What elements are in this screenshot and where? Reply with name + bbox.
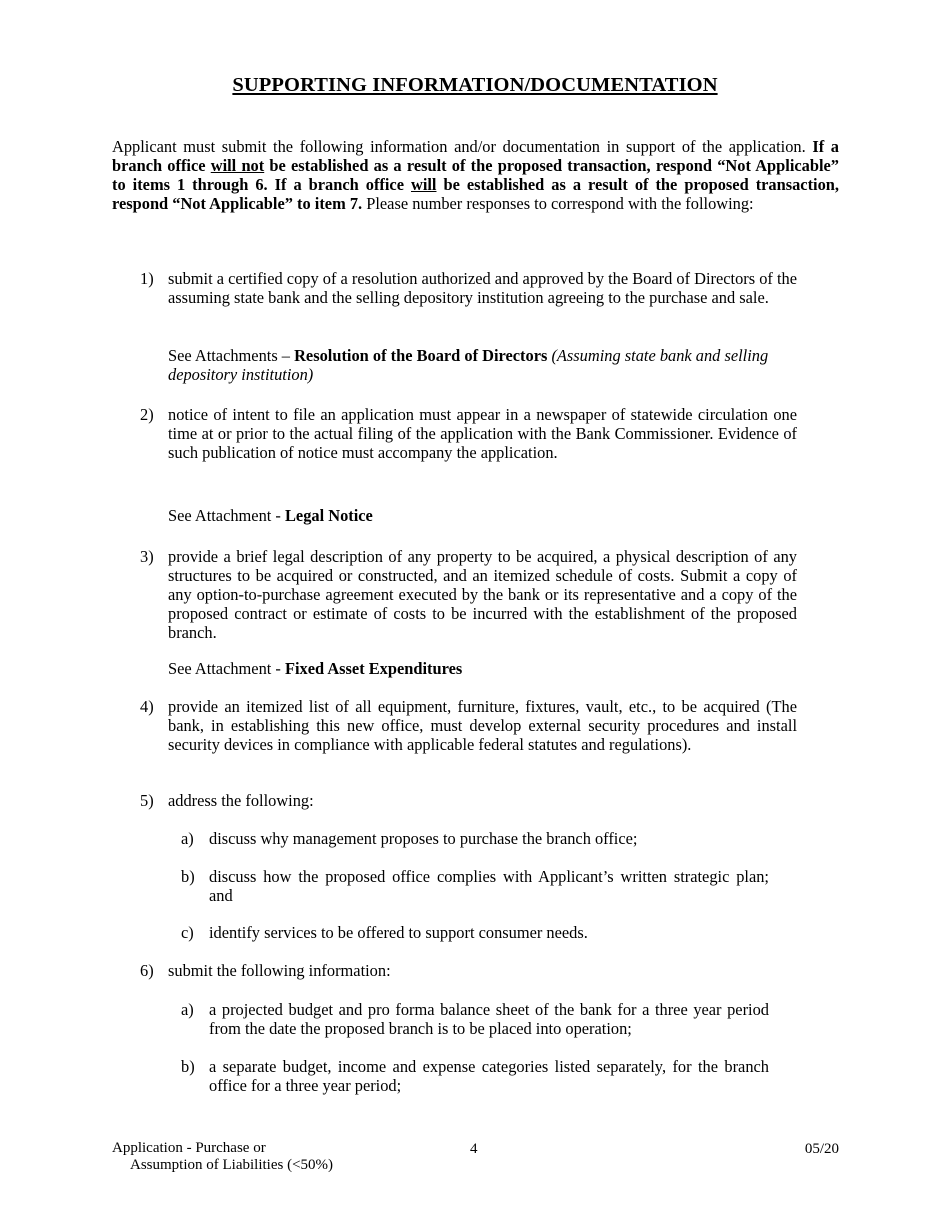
item-number: 3) xyxy=(140,547,154,566)
item-number: 2) xyxy=(140,405,154,424)
list-item-6 xyxy=(140,961,797,980)
intro-underline-will: will xyxy=(410,175,437,194)
item-text: submit a certified copy of a resolution authorized and approved by the Board of Directors of the assuming state bank and the selling depository institution agreeing to the purchase and sale. xyxy=(168,269,798,307)
sub-item-text: a projected budget and pro forma balance sheet of the bank for a three year period from the date the proposed branch is to be placed into operation; xyxy=(209,1000,769,1038)
sub-item-text: discuss how the proposed office complies with Applicant’s written strategic plan; and xyxy=(209,867,769,905)
intro-text-1: Applicant must submit the following information and/or documentation in support of the application. xyxy=(112,137,813,156)
intro-paragraph xyxy=(112,137,839,213)
see-attachment-1 xyxy=(168,346,798,384)
list-item-2 xyxy=(140,405,797,462)
item-number: 1) xyxy=(140,269,154,288)
see-prefix: See Attachment - xyxy=(168,506,285,525)
list-item-5 xyxy=(140,791,797,810)
intro-underline-will-not: will not xyxy=(210,156,265,175)
revision-date: 05/20 xyxy=(804,1141,839,1157)
sub-item-6a xyxy=(181,1000,769,1038)
attachment-title: Fixed Asset Expenditures xyxy=(284,659,463,678)
see-attachment-3 xyxy=(168,659,798,678)
item-number: 5) xyxy=(140,791,154,810)
attachment-note: (Assuming state bank and selling depository institution) xyxy=(168,346,769,384)
item-text: provide a brief legal description of any property to be acquired, a physical description of any structures to be acquired or constructed, and an itemized schedule of costs. Submit a copy of any option-to-purchase agreement executed by the bank or its representative and a copy of the proposed contract or estimate of costs to be incurred with the establishment of the proposed branch. xyxy=(168,547,797,642)
sub-item-letter: b) xyxy=(181,1057,195,1076)
item-text: address the following: xyxy=(168,791,314,810)
sub-item-letter: a) xyxy=(181,829,194,848)
page-title: SUPPORTING INFORMATION/DOCUMENTATION xyxy=(232,74,718,96)
footer-form-name xyxy=(112,1140,333,1174)
sub-item-6b xyxy=(181,1057,769,1095)
attachment-title: Resolution of the Board of Directors xyxy=(294,346,548,365)
sub-item-text: identify services to be offered to support consumer needs. xyxy=(209,923,588,942)
item-text: provide an itemized list of all equipment, furniture, fixtures, vault, etc., to be acquired (The bank, in establishing this new office, must develop external security procedures and install security devices in compliance with applicable federal statutes and regulations). xyxy=(168,697,797,754)
footer-line-2: Assumption of Liabilities (<50%) xyxy=(130,1157,334,1173)
intro-bold-1: If a branch office xyxy=(112,137,839,175)
item-text: notice of intent to file an application must appear in a newspaper of statewide circulation one time at or prior to the actual filing of the application with the Bank Commissioner. Evidence of such publication of notice must accompany the application. xyxy=(168,405,797,462)
item-text: submit the following information: xyxy=(168,961,391,980)
page-number: 4 xyxy=(470,1141,478,1157)
item-number: 4) xyxy=(140,697,154,716)
sub-item-5b xyxy=(181,867,769,905)
sub-item-letter: c) xyxy=(181,923,194,942)
sub-item-text: a separate budget, income and expense categories listed separately, for the branch office for a three year period; xyxy=(209,1057,769,1095)
sub-item-letter: a) xyxy=(181,1000,194,1019)
sub-item-letter: b) xyxy=(181,867,195,886)
sub-item-5a xyxy=(181,829,769,848)
see-prefix: See Attachments – xyxy=(168,346,295,365)
see-attachment-2 xyxy=(168,506,798,525)
footer-line-1: Application - Purchase or xyxy=(112,1140,266,1156)
sub-item-text: discuss why management proposes to purchase the branch office; xyxy=(209,829,638,848)
list-item-1 xyxy=(140,269,797,307)
intro-text-2: Please number responses to correspond with the following: xyxy=(362,194,754,213)
list-item-4 xyxy=(140,697,797,754)
intro-bold-2: be established as a result of the proposed transaction, respond “Not Applicable” to items 1 through 6. If a branch office xyxy=(112,156,839,194)
list-item-3 xyxy=(140,547,797,642)
sub-item-5c xyxy=(181,923,769,942)
intro-bold-3: be established as a result of the proposed transaction, respond “Not Applicable” to item 7. xyxy=(112,175,840,213)
see-prefix: See Attachment - xyxy=(168,659,285,678)
item-number: 6) xyxy=(140,961,154,980)
attachment-title: Legal Notice xyxy=(284,506,373,525)
